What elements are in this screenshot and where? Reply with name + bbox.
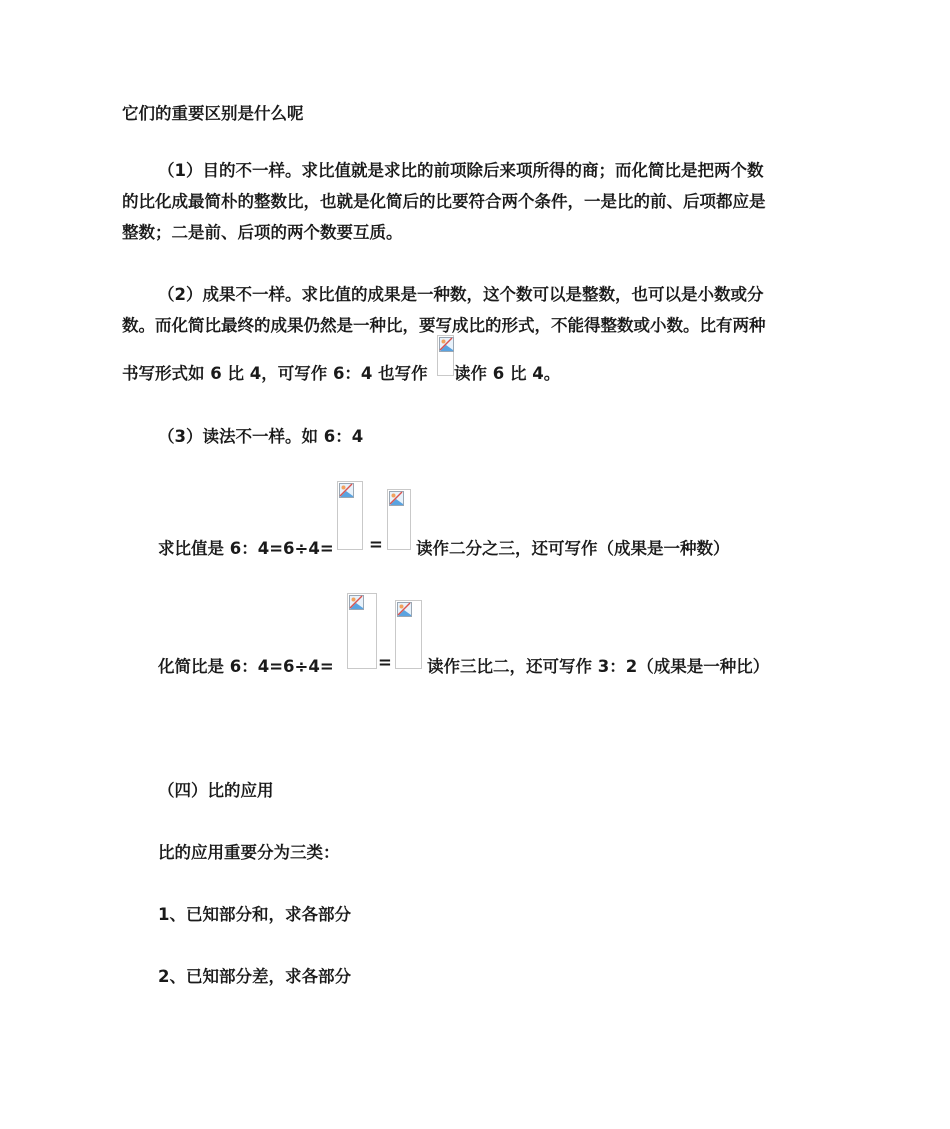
- list-item: 2、已知部分差，求各部分: [158, 967, 351, 986]
- ratio-value-suffix: 读作二分之三，还可写作（成果是一种数）: [416, 539, 730, 558]
- paragraph-1-line: 的比化成最简朴的整数比，也就是化简后的比要符合两个条件，一是比的前、后项都应是: [122, 192, 766, 211]
- paragraph-2-line: （2）成果不一样。求比值的成果是一种数，这个数可以是整数，也可以是小数或分: [158, 285, 764, 304]
- ratio-value-prefix: 求比值是 6：4=6÷4=: [158, 539, 334, 558]
- simplify-prefix: 化简比是 6：4=6÷4=: [158, 657, 334, 676]
- paragraph-2: [122, 279, 832, 341]
- equals-sign: =: [378, 653, 392, 672]
- broken-image-icon: [339, 483, 354, 498]
- paragraph-3: （3）读法不一样。如 6：4: [158, 427, 364, 446]
- fraction-image: [387, 489, 411, 550]
- fraction-image: [337, 481, 363, 550]
- broken-image-icon: [397, 602, 412, 617]
- broken-image-icon: [389, 491, 404, 506]
- paragraph-1-line: （1）目的不一样。求比值就是求比的前项除后来项所得的商；而化简比是把两个数: [158, 161, 764, 180]
- broken-image-icon: [439, 337, 454, 352]
- fraction-image: [437, 335, 454, 376]
- paragraph-2-line3-end: 读作 6 比 4。: [454, 364, 561, 383]
- section-heading: （四）比的应用: [158, 781, 274, 800]
- fraction-image: [395, 600, 422, 669]
- list-item: 1、已知部分和，求各部分: [158, 905, 351, 924]
- applications-intro: 比的应用重要分为三类：: [158, 843, 340, 862]
- paragraph-1-line: 整数；二是前、后项的两个数要互质。: [122, 223, 403, 242]
- paragraph-2-line: 数。而化简比最终的成果仍然是一种比，要写成比的形式，不能得整数或小数。比有两种: [122, 316, 766, 335]
- heading: 它们的重要区别是什么呢: [122, 104, 304, 123]
- broken-image-icon: [349, 595, 364, 610]
- paragraph-1: [122, 155, 832, 248]
- simplify-suffix: 读作三比二，还可写作 3：2（成果是一种比）: [427, 657, 770, 676]
- paragraph-2-line3-start: 书写形式如 6 比 4，可写作 6：4 也写作: [122, 364, 428, 383]
- fraction-image: [347, 593, 377, 669]
- equals-sign: =: [369, 535, 383, 554]
